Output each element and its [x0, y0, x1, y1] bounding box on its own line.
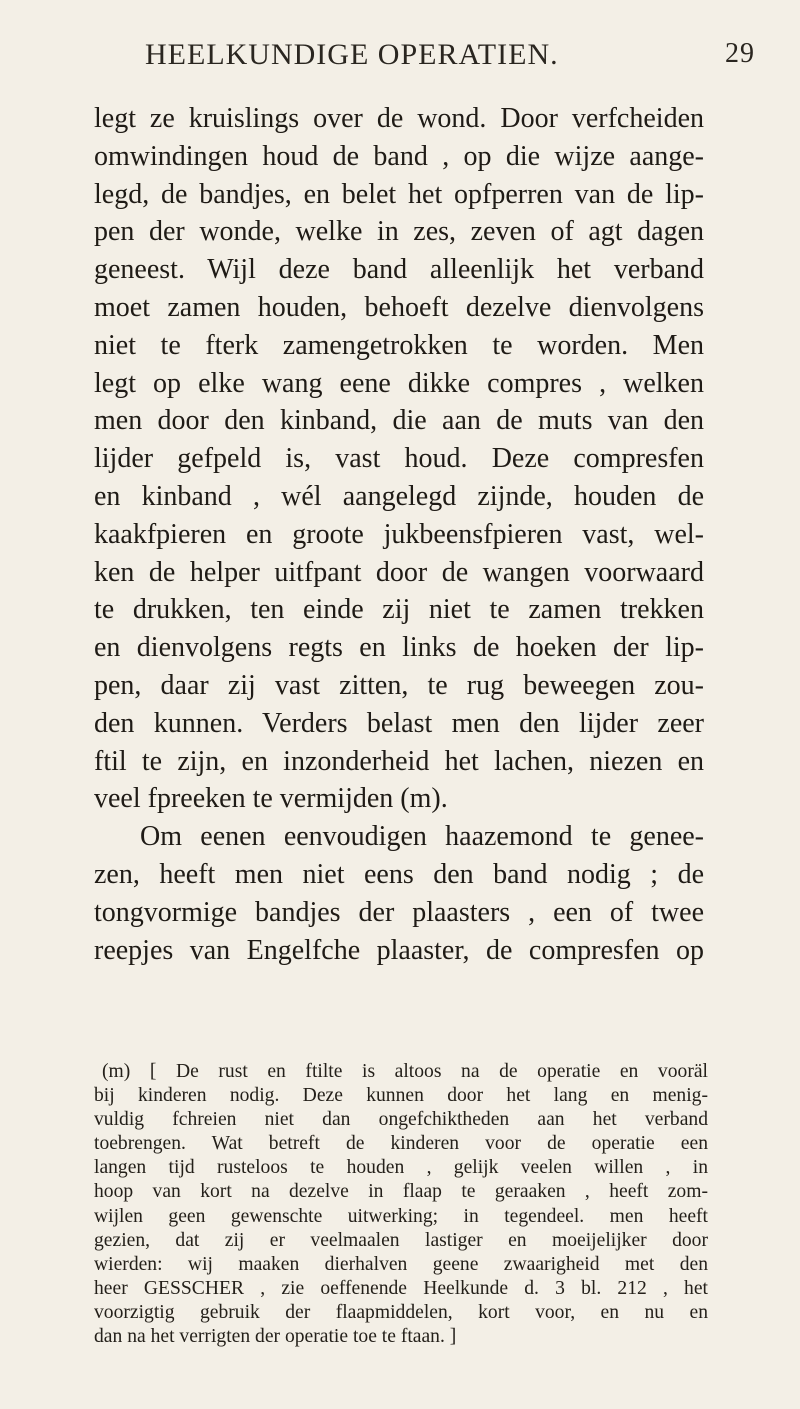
footnote-line: hoop van kort na dezelve in flaap te geraaken , heeft zom- [94, 1181, 708, 1203]
body-line: ftil te zijn, en inzonderheid het lachen, niezen en [94, 745, 704, 777]
body-line: legt op elke wang eene dikke compres , welken [94, 367, 704, 399]
footnote-line: wierden: wij maaken dierhalven geene zwaarigheid met den [94, 1253, 708, 1275]
body-line: en dienvolgens regts en links de hoeken der lip- [94, 632, 704, 664]
body-line: ken de helper uitfpant door de wangen voorwaard [94, 556, 704, 588]
body-line: en kinband , wél aangelegd zijnde, houden de [94, 480, 704, 512]
footnote-line: vuldig fchreien niet dan ongefchiktheden aan het verband [94, 1109, 708, 1131]
footnote [94, 1060, 708, 1349]
footnote-line: toebrengen. Wat betreft de kinderen voor de operatie een [94, 1133, 708, 1155]
body-line: pen der wonde, welke in zes, zeven of agt dagen [94, 216, 704, 248]
body-line: moet zamen houden, behoeft dezelve dienvolgens [94, 291, 704, 323]
footnote-line: bij kinderen nodig. Deze kunnen door het lang en menig- [94, 1085, 708, 1107]
footnote-line: gezien, dat zij er veelmaalen lastiger en moeijelijker door [94, 1229, 708, 1251]
body-line: veel fpreeken te vermijden (m). [94, 783, 448, 815]
body-line: niet te fterk zamengetrokken te worden. Men [94, 329, 704, 361]
body-line: kaakfpieren en groote jukbeensfpieren vast, wel- [94, 518, 704, 550]
footnote-line: heer GESSCHER , zie oeffenende Heelkunde d. 3 bl. 212 , het [94, 1277, 708, 1299]
body-line: tongvormige bandjes der plaasters , een of twee [94, 896, 704, 928]
page-number: 29 [725, 38, 755, 69]
body-line: lijder gefpeld is, vast houd. Deze compresfen [94, 443, 704, 475]
body-line: geneest. Wijl deze band alleenlijk het verband [94, 254, 704, 286]
body-line: reepjes van Engelfche plaaster, de compresfen op [94, 934, 704, 966]
page-header [145, 38, 755, 88]
running-title: HEELKUNDIGE OPERATIEN. [145, 38, 559, 71]
body-line: omwindingen houd de band , op die wijze aange- [94, 140, 704, 172]
body-line: Om eenen eenvoudigen haazemond te genee- [140, 821, 704, 853]
footnote-line: (m) [ De rust en ftilte is altoos na de operatie en vooräl [102, 1061, 708, 1082]
body-line: men door den kinband, die aan de muts van den [94, 405, 704, 437]
footnote-line: dan na het verrigten der operatie toe te ftaan. ] [94, 1326, 457, 1348]
body-line: zen, heeft men niet eens den band nodig ; de [94, 858, 704, 890]
body-line: legt ze kruislings over de wond. Door verfcheiden [94, 103, 704, 134]
body-text [94, 100, 704, 969]
footnote-line: wijlen geen gewenschte uitwerking; in tegendeel. men heeft [94, 1205, 708, 1227]
footnote-line: voorzigtig gebruik der flaapmiddelen, kort voor, en nu en [94, 1301, 708, 1323]
body-line: te drukken, ten einde zij niet te zamen trekken [94, 594, 704, 626]
footnote-line: langen tijd rusteloos te houden , gelijk veelen willen , in [94, 1157, 708, 1179]
body-line: legd, de bandjes, en belet het opfperren van de lip- [94, 178, 704, 210]
body-line: pen, daar zij vast zitten, te rug beweegen zou- [94, 669, 704, 701]
body-line: den kunnen. Verders belast men den lijder zeer [94, 707, 704, 739]
